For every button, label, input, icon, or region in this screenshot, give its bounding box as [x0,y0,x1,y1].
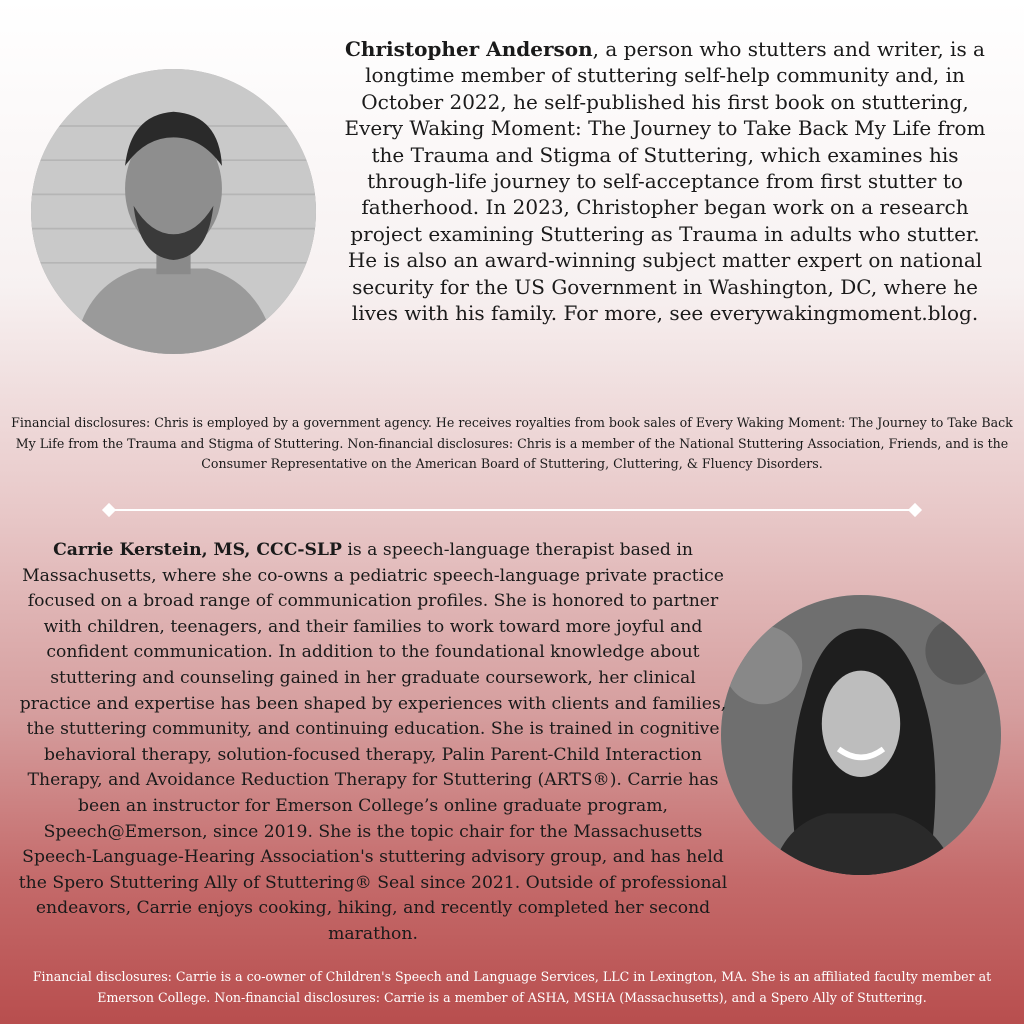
section-divider [103,503,921,517]
carrie-kerstein-name: Carrie Kerstein, MS, CCC-SLP [53,540,342,560]
carrie-kerstein-bio-text: is a speech-language therapist based in Massachusetts, where she co-owns a pediatric speech-language private practice focused on a broad range of communication profiles. She is honored to partner with children, teenagers, and their families to work toward more joyful and confident communication. In addition to the foundational knowledge about stuttering and counseling gained in her graduate coursework, her clinical practice and expertise has been shaped by experiences with clients and families, the stuttering community, and continuing education. She is trained in cognitive behavioral therapy, solution-focused therapy, Palin Parent-Child Interaction Therapy, and Avoidance Reduction Therapy for Stuttering (ARTS®). Carrie has been an instructor for Emerson College’s online graduate program, Speech@Emerson, since 2019. She is the topic chair for the Massachusetts Speech-Language-Hearing Association's stuttering advisory group, and has held the Spero Stuttering Ally of Stuttering® Seal since 2021. Outside of professional endeavors, Carrie enjoys cooking, hiking, and recently completed her second marathon. [18,540,728,944]
carrie-kerstein-photo [721,595,1001,875]
christopher-anderson-bio [335,36,995,326]
christopher-disclosures: Financial disclosures: Chris is employed by a government agency. He receives royalties from book sales of Every Waking Moment: The Journey to Take Back My Life from the Trauma and Stigma of Stuttering. Non-financial disclosures: Chris is a member of the National Stuttering Association, Friends, and is the Consumer Representative on the American Board of Stuttering, Cluttering, & Fluency Disorders. [11,415,1013,471]
christopher-anderson-name: Christopher Anderson [345,37,593,61]
christopher-anderson-bio-text: , a person who stutters and writer, is a longtime member of stuttering self-help community and, in October 2022, he self-published his first book on stuttering, Every Waking Moment: The Journey to Take Back My Life from the Trauma and Stigma of Stuttering, which examines his through-life journey to self-acceptance from first stutter to fatherhood. In 2023, Christopher began work on a research project examining Stuttering as Trauma in adults who stutter. He is also an award-winning subject matter expert on national security for the US Government in Washington, DC, where he lives with his family. For more, see everywakingmoment.blog. [344,37,986,326]
carrie-disclosures: Financial disclosures: Carrie is a co-owner of Children's Speech and Language Services, LLC in Lexington, MA. She is an affiliated faculty member at Emerson College. Non-financial disclosures: Carrie is a member of ASHA, MSHA (Massachusetts), and a Spero Ally of Stuttering. [32,969,992,1005]
divider-diamond-left-icon [102,503,116,517]
carrie-kerstein-bio [18,538,728,948]
divider-diamond-right-icon [908,503,922,517]
divider-line [109,509,915,511]
christopher-anderson-photo [31,69,316,354]
